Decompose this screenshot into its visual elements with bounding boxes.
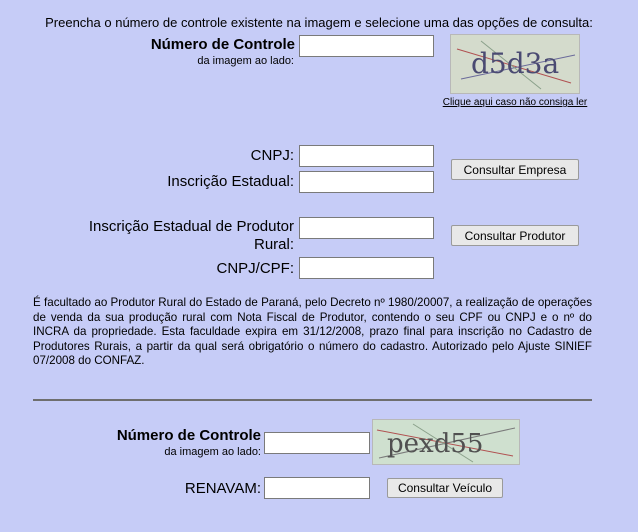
producer-registration-label-line2: Rural: (253, 236, 294, 253)
cnpj-label: CNPJ: (250, 147, 294, 164)
notice-text: É facultado ao Produtor Rural do Estado de Paraná, pelo Decreto nº 1980/20007, a realização de operações de venda da sua produção rural com Nota Fiscal de Produtor, contendo o seu CPF ou CNPJ e o nº do INCRA da propriedade. Esta faculdade expira em 31/12/2008, prazo final para inscrição no Cadastro de Produtores Rurais, a partir da qual será obrigatório o número do cadastro. Autorizado pelo Ajuste SINIEF 07/2008 do CONFAZ. (33, 296, 592, 368)
vehicle-captcha-text: pexd55 (387, 429, 484, 459)
producer-registration-label-line1: Inscrição Estadual de Produtor (88, 218, 294, 235)
vehicle-control-number-label: Número de Controle (116, 427, 261, 444)
consult-vehicle-button[interactable]: Consultar Veículo (387, 478, 503, 498)
section-divider (33, 399, 592, 401)
renavam-label: RENAVAM: (184, 480, 261, 497)
consult-company-button[interactable]: Consultar Empresa (451, 159, 579, 180)
cnpj-cpf-input[interactable] (299, 257, 434, 279)
consult-producer-button[interactable]: Consultar Produtor (451, 225, 579, 246)
control-number-input[interactable] (299, 35, 434, 57)
cnpj-cpf-label: CNPJ/CPF: (216, 260, 294, 277)
control-number-label: Número de Controle (150, 36, 295, 53)
producer-registration-input[interactable] (299, 217, 434, 239)
control-number-sublabel: da imagem ao lado: (197, 55, 294, 67)
instructions-text: Preencha o número de controle existente na imagem e selecione uma das opções de consulta: (45, 15, 593, 30)
renavam-input[interactable] (264, 477, 370, 499)
cnpj-input[interactable] (299, 145, 434, 167)
captcha-refresh-link[interactable]: Clique aqui caso não consiga ler (442, 97, 588, 108)
captcha-text: d5d3a (471, 47, 560, 80)
vehicle-captcha-image (372, 419, 520, 465)
vehicle-control-number-sublabel: da imagem ao lado: (164, 446, 261, 458)
state-registration-input[interactable] (299, 171, 434, 193)
state-registration-label: Inscrição Estadual: (167, 173, 294, 190)
vehicle-control-number-input[interactable] (264, 432, 370, 454)
captcha-image (450, 34, 580, 94)
